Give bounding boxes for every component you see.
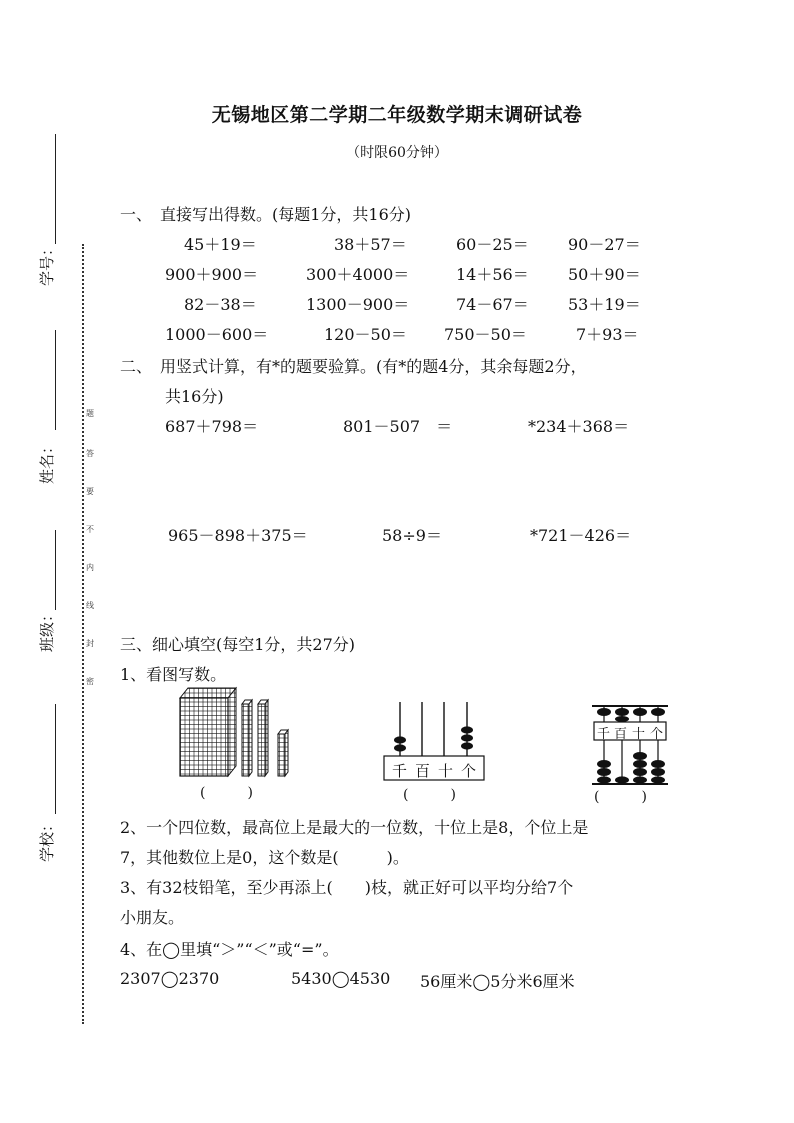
- section3-heading: 三、细心填空(每空1分，共27分): [120, 635, 356, 654]
- banji-label: 班级：: [38, 606, 56, 652]
- abacus-label-qian: 千: [597, 727, 611, 742]
- xingming-label: 姓名：: [38, 438, 56, 484]
- xuehao-line: [55, 134, 56, 244]
- vertical-calc-2: 801－507 ＝: [343, 417, 453, 436]
- answer-paren-1[interactable]: ( ): [200, 785, 253, 801]
- binding-char: 密: [86, 677, 94, 686]
- section2-heading-cont: 共16分): [165, 387, 224, 406]
- vertical-calc-4: 965－898＋375＝: [168, 526, 308, 545]
- binding-dotted-line: [82, 244, 84, 1024]
- xuexiao-line: [55, 704, 56, 814]
- frame-label-shi: 十: [438, 762, 454, 780]
- vertical-calc-5: 58÷9＝: [382, 526, 442, 545]
- q1-text: 1、看图写数。: [120, 665, 227, 684]
- abacus-label-ge: 个: [650, 727, 664, 742]
- binding-char: 要: [86, 487, 94, 496]
- vertical-calc-1: 687＋798＝: [165, 417, 259, 436]
- binding-char: 题: [86, 409, 94, 418]
- eq-1-1: 45＋19＝: [184, 235, 257, 254]
- frame-label-ge: 个: [461, 762, 477, 780]
- section1-heading: 一、 直接写出得数。(每题1分，共16分): [120, 205, 412, 224]
- eq-2-4: 50＋90＝: [568, 265, 641, 284]
- vertical-calc-3: *234＋368＝: [528, 417, 630, 436]
- binding-char: 内: [86, 563, 94, 572]
- binding-char: 封: [86, 639, 94, 648]
- eq-4-1: 1000－600＝: [165, 325, 269, 344]
- section2-heading: 二、 用竖式计算，有*的题要验算。(有*的题4分，其余每题2分，: [120, 357, 587, 376]
- eq-1-4: 90－27＝: [568, 235, 641, 254]
- eq-4-2: 120－50＝: [324, 325, 407, 344]
- q2-line2: 7，其他数位上是0，这个数是( )。: [120, 848, 409, 867]
- time-limit: （时限60分钟）: [346, 145, 448, 161]
- xingming-line: [55, 330, 56, 430]
- abacus-figure: [590, 700, 670, 786]
- eq-4-3: 750－50＝: [444, 325, 527, 344]
- eq-3-2: 1300－900＝: [306, 295, 410, 314]
- compare-item-2: 5430◯4530: [291, 969, 391, 988]
- base-ten-blocks-figure: [176, 684, 296, 780]
- compare-item-1: 2307◯2370: [120, 969, 220, 988]
- q3-line1: 3、有32枝铅笔，至少再添上( )枝，就正好可以平均分给7个: [120, 878, 574, 897]
- vertical-calc-6: *721－426＝: [530, 526, 632, 545]
- ten-rod: [242, 700, 252, 776]
- answer-paren-3[interactable]: ( ): [594, 789, 647, 805]
- q3-line2: 小朋友。: [120, 908, 185, 927]
- binding-char: 不: [86, 525, 94, 534]
- xuexiao-label: 学校：: [38, 816, 56, 862]
- compare-item-3: 56厘米◯5分米6厘米: [420, 972, 575, 991]
- eq-3-3: 74－67＝: [456, 295, 529, 314]
- eq-1-2: 38＋57＝: [334, 235, 407, 254]
- eq-1-3: 60－25＝: [456, 235, 529, 254]
- eq-2-1: 900＋900＝: [165, 265, 259, 284]
- abacus-label-bai: 百: [614, 727, 628, 742]
- eq-2-2: 300＋4000＝: [306, 265, 410, 284]
- frame-label-qian: 千: [392, 762, 408, 780]
- page-title: 无锡地区第二学期二年级数学期末调研试卷: [211, 104, 583, 126]
- binding-char: 线: [86, 601, 94, 610]
- eq-4-4: 7＋93＝: [576, 325, 639, 344]
- eq-2-3: 14＋56＝: [456, 265, 529, 284]
- frame-label-bai: 百: [415, 762, 431, 780]
- q4-text: 4、在◯里填“＞”“＜”或“=”。: [120, 940, 339, 959]
- eq-3-4: 53＋19＝: [568, 295, 641, 314]
- abacus-label-shi: 十: [632, 727, 646, 742]
- xuehao-label: 学号：: [38, 240, 56, 286]
- banji-line: [55, 530, 56, 610]
- answer-paren-2[interactable]: ( ): [403, 787, 456, 803]
- eq-3-1: 82－38＝: [184, 295, 257, 314]
- q2-line1: 2、一个四位数，最高位上是最大的一位数，十位上是8，个位上是: [120, 818, 589, 837]
- binding-char: 答: [86, 449, 94, 458]
